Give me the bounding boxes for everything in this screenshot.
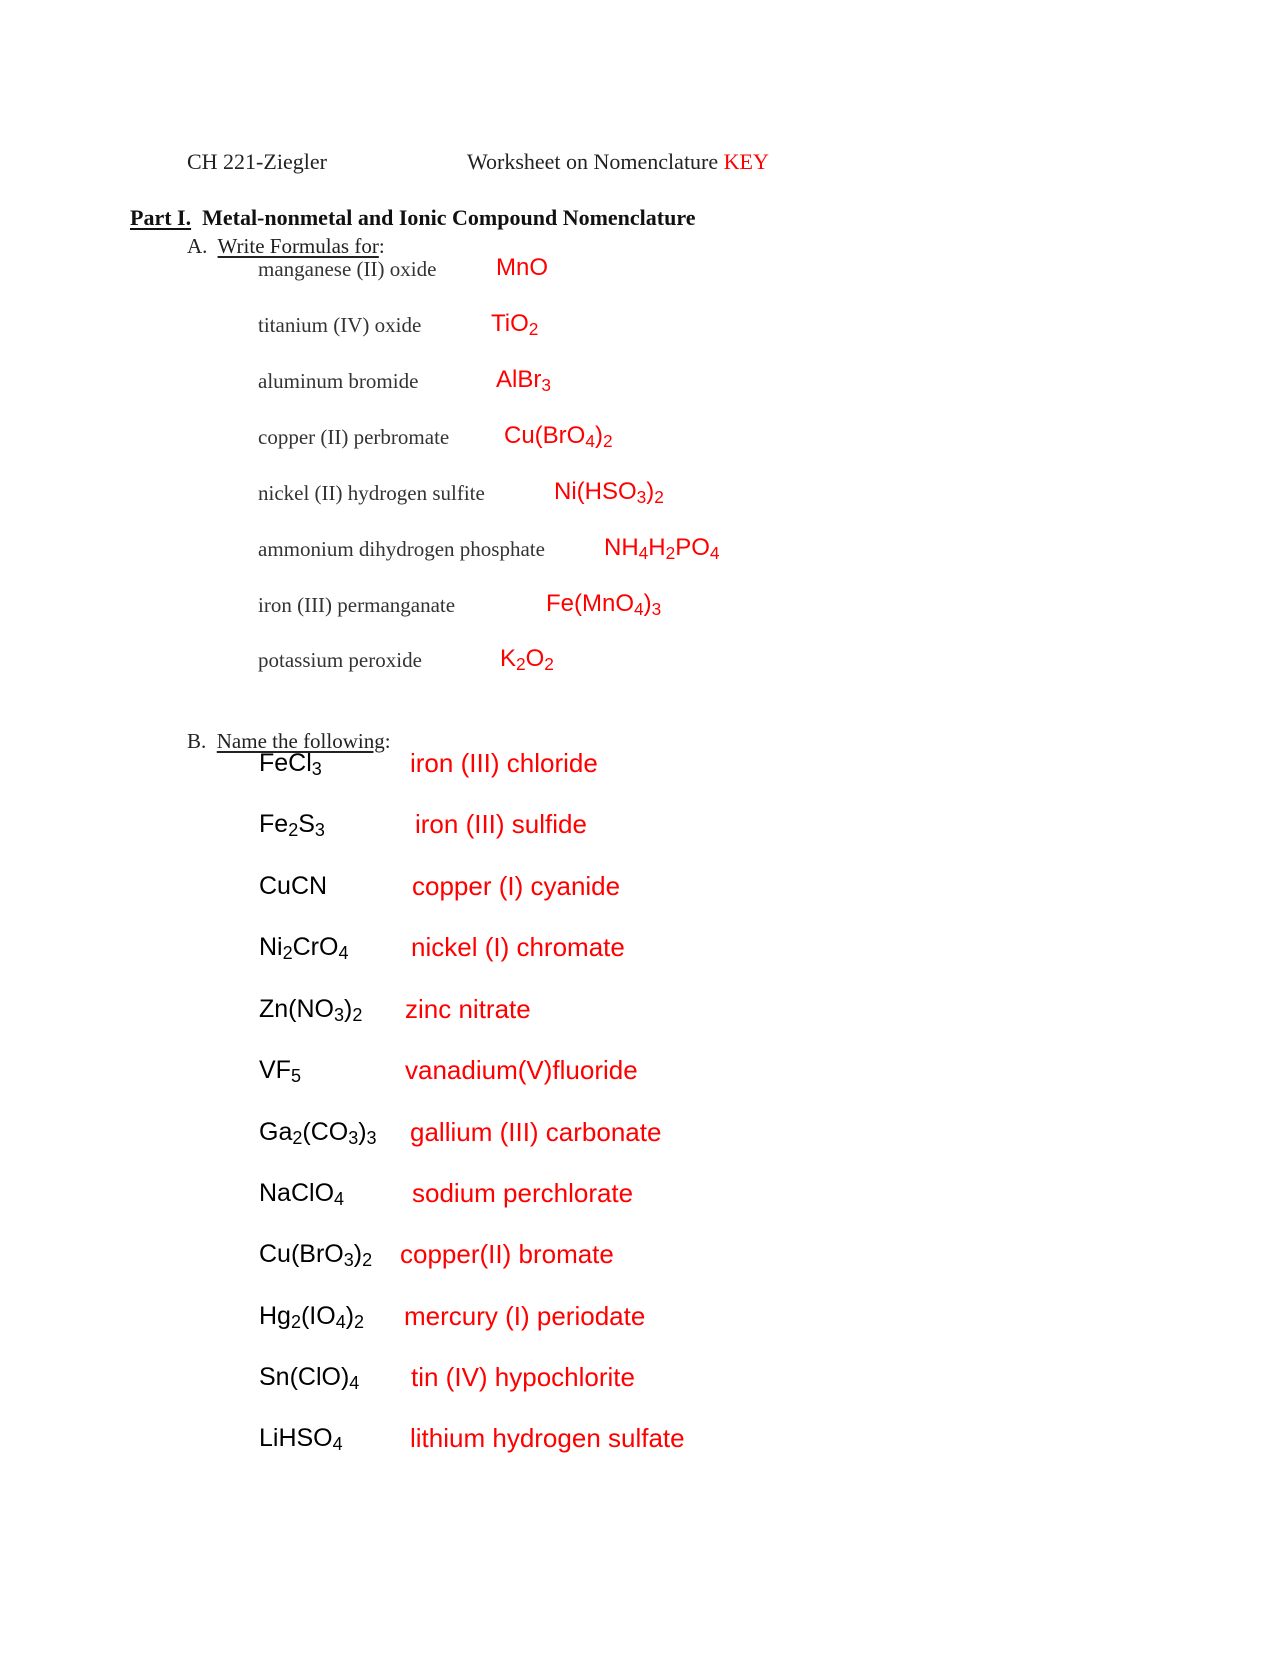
formula-subscript: 5 [290,1065,301,1086]
compound-name-answer: zinc nitrate [405,994,531,1024]
compound-formula [259,933,348,962]
formula-text: NaClO [259,1179,335,1207]
formula-text: (CO [302,1118,349,1146]
formula-text: Fe(MnO [546,590,635,617]
formula-answer [554,478,664,506]
formula-answer [496,366,551,394]
formula-text: K [500,645,517,672]
formula-subscript: 4 [332,1433,343,1454]
formula-question-label: potassium peroxide [258,648,422,672]
formula-text: Cu(BrO [259,1240,344,1268]
section-a-title: Write Formulas for [217,234,379,258]
formula-subscript: 2 [282,942,293,963]
formula-question-label: iron (III) permanganate [258,593,456,617]
formula-subscript: 4 [634,598,644,619]
compound-name-answer: iron (III) sulfide [415,809,587,839]
compound-formula [259,872,327,901]
formula-text: CuCN [259,872,328,900]
formula-subscript: 3 [366,1127,377,1148]
formula-text: ) [643,590,652,617]
compound-name-answer: lithium hydrogen sulfate [410,1423,685,1453]
formula-text: TiO [491,310,529,337]
formula-text: S [298,810,315,838]
part1-label: Part I. [130,205,192,230]
formula-subscript: 3 [636,486,647,507]
compound-formula [259,1240,372,1269]
compound-formula [259,1424,343,1453]
formula-text: MnO [496,254,549,281]
worksheet-title [467,149,769,175]
formula-text: H [648,534,666,561]
formula-subscript: 2 [665,542,676,563]
formula-subscript: 2 [544,653,554,674]
section-a-letter: A. [187,234,208,258]
compound-formula [259,1179,344,1208]
formula-subscript: 4 [638,542,649,563]
formula-text: PO [675,534,710,561]
compound-name-answer: copper(II) bromate [400,1239,614,1269]
formula-subscript: 3 [343,1249,354,1270]
worksheet-title-text: Worksheet on Nomenclature [467,149,719,174]
formula-answer [546,590,661,618]
section-a-heading [187,234,385,259]
section-b-title: Name the following [216,729,385,753]
course-label: CH 221-Ziegler [187,149,327,174]
formula-subscript: 3 [311,758,322,779]
formula-question-label: manganese (II) oxide [258,257,437,281]
formula-text: Ni(HSO [554,478,637,505]
formula-text: ) [344,995,353,1023]
formula-text: AlBr [496,366,542,393]
compound-formula [259,1056,301,1085]
formula-answer [500,645,554,673]
formula-subscript: 2 [528,318,539,339]
compound-name-answer: mercury (I) periodate [404,1301,646,1331]
compound-formula [259,749,322,778]
formula-subscript: 4 [334,1188,345,1209]
formula-subscript: 2 [352,1004,363,1025]
part1-heading [130,205,695,231]
formula-text: Ni [259,933,283,961]
formula-text: CrO [292,933,339,961]
compound-formula [259,810,325,839]
formula-subscript: 2 [654,486,664,507]
formula-answer [504,422,613,450]
formula-question-label: titanium (IV) oxide [258,313,422,337]
formula-subscript: 4 [338,942,349,963]
section-b-colon: : [384,729,391,753]
compound-formula [259,1118,377,1147]
formula-subscript: 3 [334,1004,345,1025]
formula-subscript: 2 [362,1249,373,1270]
formula-text: ) [345,1302,355,1330]
compound-formula [259,1302,364,1331]
formula-text: Hg [259,1302,291,1330]
formula-text: Cu(BrO [504,422,586,449]
section-b-letter: B. [187,729,207,753]
formula-answer [496,254,548,282]
formula-subscript: 3 [541,374,551,395]
formula-question-label: ammonium dihydrogen phosphate [258,537,545,561]
compound-name-answer: tin (IV) hypochlorite [411,1362,635,1392]
formula-question-label: nickel (II) hydrogen sulfite [258,481,485,505]
formula-subscript: 3 [348,1127,359,1148]
formula-text: VF [259,1056,291,1084]
formula-text: NH [604,534,639,561]
compound-name-answer: gallium (III) carbonate [410,1117,662,1147]
key-label: KEY [723,149,769,174]
formula-subscript: 4 [349,1372,360,1393]
formula-text: ) [594,422,603,449]
formula-subscript: 2 [602,430,613,451]
formula-text: Zn(NO [259,995,334,1023]
formula-answer [491,310,538,338]
formula-text: Fe [259,810,289,838]
formula-subscript: 4 [709,542,720,563]
formula-text: FeCl [259,749,312,777]
formula-question-label: copper (II) perbromate [258,425,450,449]
formula-text: LiHSO [259,1424,333,1452]
formula-subscript: 2 [354,1311,365,1332]
formula-subscript: 2 [290,1311,301,1332]
part1-title: Metal-nonmetal and Ionic Compound Nomenclature [202,205,696,230]
formula-subscript: 3 [651,598,662,619]
compound-formula [259,1363,359,1392]
compound-name-answer: sodium perchlorate [412,1178,634,1208]
formula-text: Sn(ClO) [259,1363,350,1391]
formula-text: ) [646,478,655,505]
formula-text: (IO [300,1302,336,1330]
compound-name-answer: iron (III) chloride [410,748,598,778]
formula-subscript: 2 [288,819,299,840]
formula-text: O [525,645,545,672]
compound-formula [259,995,362,1024]
formula-subscript: 4 [585,430,595,451]
formula-subscript: 4 [335,1311,346,1332]
formula-subscript: 2 [292,1127,303,1148]
formula-text: ) [358,1118,367,1146]
formula-text: Ga [259,1118,293,1146]
formula-text: ) [353,1240,363,1268]
formula-subscript: 3 [314,819,325,840]
formula-subscript: 2 [516,653,526,674]
formula-answer [604,534,720,562]
compound-name-answer: copper (I) cyanide [412,871,621,901]
compound-name-answer: nickel (I) chromate [411,932,625,962]
compound-name-answer: vanadium(V)fluoride [405,1055,638,1085]
section-a-colon: : [378,234,385,258]
formula-question-label: aluminum bromide [258,369,419,393]
